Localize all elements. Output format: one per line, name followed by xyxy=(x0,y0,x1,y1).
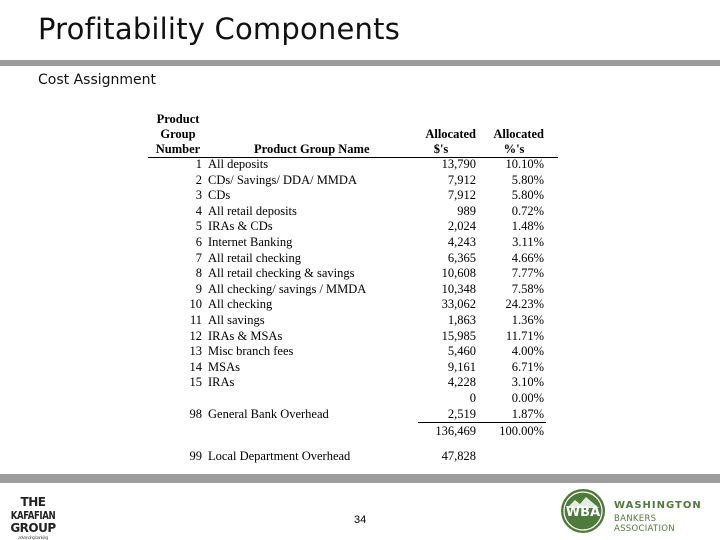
row-name: All savings xyxy=(208,312,265,327)
row-name: MSAs xyxy=(208,359,240,374)
table-row xyxy=(148,407,558,423)
row-number: 10 xyxy=(189,297,202,312)
row-dollars: 7,912 xyxy=(447,188,476,203)
table-row xyxy=(148,219,558,235)
row-number: 8 xyxy=(195,266,202,281)
header-allocated-percent: Allocated %'s xyxy=(493,127,544,156)
cost-assignment-table xyxy=(148,113,558,464)
row-name: Misc branch fees xyxy=(208,344,294,359)
row-dollars: 10,608 xyxy=(441,266,476,281)
row-number: 14 xyxy=(189,359,202,374)
row-name: General Bank Overhead xyxy=(208,406,329,421)
row-percent: 24.23% xyxy=(505,297,544,312)
row-percent: 10.10% xyxy=(505,157,544,171)
row-dollars: 15,985 xyxy=(441,328,476,343)
table-row xyxy=(148,173,558,189)
row-percent: 11.71% xyxy=(505,328,544,343)
table-row xyxy=(148,188,558,204)
header-product-group-name: Product Group Name xyxy=(254,142,370,156)
slide-subtitle: Cost Assignment xyxy=(38,72,157,88)
table-row xyxy=(148,375,558,391)
header-allocated-dollars: Allocated $'s xyxy=(425,127,476,156)
row-number: 9 xyxy=(195,281,202,296)
local-overhead-row xyxy=(148,449,558,465)
row-number: 4 xyxy=(195,203,202,218)
footer-divider-bar xyxy=(0,474,720,483)
table-row xyxy=(148,313,558,329)
row-name: CDs xyxy=(208,188,231,203)
table-row xyxy=(148,204,558,220)
local-dollars: 47,828 xyxy=(441,448,476,463)
row-dollars: 2,519 xyxy=(447,406,476,421)
row-number: 2 xyxy=(195,172,202,187)
local-name: Local Department Overhead xyxy=(208,448,351,463)
row-name: IRAs & CDs xyxy=(208,219,273,234)
row-number: 7 xyxy=(195,250,202,265)
title-divider-bar xyxy=(0,60,720,66)
table-row xyxy=(148,235,558,251)
row-number: 12 xyxy=(189,328,202,343)
row-number: 3 xyxy=(195,188,202,203)
table-row xyxy=(148,282,558,298)
row-number: 98 xyxy=(189,406,202,421)
table-body xyxy=(148,157,558,422)
row-percent: 1.87% xyxy=(511,406,544,421)
row-name: All retail checking & savings xyxy=(208,266,355,281)
row-percent: 5.80% xyxy=(511,172,544,187)
row-name: CDs/ Savings/ DDA/ MMDA xyxy=(208,172,357,187)
row-percent: 1.36% xyxy=(511,312,544,327)
row-dollars: 4,228 xyxy=(447,375,476,390)
table-row xyxy=(148,297,558,313)
table-row xyxy=(148,391,558,407)
wba-line1: WASHINGTON xyxy=(614,500,702,511)
wba-mark-text: WBA xyxy=(565,505,601,520)
row-name: IRAs & MSAs xyxy=(208,328,283,343)
total-percent: 100.00% xyxy=(499,424,544,439)
row-percent: 3.11% xyxy=(512,234,544,249)
row-name: Internet Banking xyxy=(208,234,293,249)
row-number: 15 xyxy=(189,375,202,390)
row-dollars: 0 xyxy=(469,390,476,405)
table-header xyxy=(148,113,558,157)
row-percent: 0.00% xyxy=(511,390,544,405)
row-dollars: 1,863 xyxy=(447,312,476,327)
row-number: 5 xyxy=(195,219,202,234)
row-number: 1 xyxy=(195,157,202,171)
wba-line2: BANKERS ASSOCIATION xyxy=(614,514,675,534)
row-percent: 5.80% xyxy=(511,188,544,203)
table-row xyxy=(148,157,558,173)
local-number: 99 xyxy=(189,448,202,463)
row-dollars: 13,790 xyxy=(441,157,476,171)
row-dollars: 10,348 xyxy=(441,281,476,296)
table-row xyxy=(148,266,558,282)
table-row xyxy=(148,344,558,360)
table-row xyxy=(148,329,558,345)
row-percent: 3.10% xyxy=(511,375,544,390)
kafafian-group-logo: THE KAFAFIAN GROUP advancing banking xyxy=(10,495,56,540)
row-number: 13 xyxy=(189,344,202,359)
row-name: All checking/ savings / MMDA xyxy=(208,281,367,296)
row-percent: 1.48% xyxy=(511,219,544,234)
row-dollars: 7,912 xyxy=(447,172,476,187)
row-dollars: 2,024 xyxy=(447,219,476,234)
total-row xyxy=(148,424,558,440)
row-dollars: 989 xyxy=(457,203,476,218)
row-dollars: 4,243 xyxy=(447,234,476,249)
page-number: 34 xyxy=(354,514,367,526)
row-name: All retail deposits xyxy=(208,203,297,218)
header-product-group-number: Product Group Number xyxy=(155,112,201,156)
row-percent: 7.58% xyxy=(511,281,544,296)
row-percent: 7.77% xyxy=(511,266,544,281)
row-percent: 6.71% xyxy=(511,359,544,374)
row-dollars: 9,161 xyxy=(447,359,476,374)
table-row xyxy=(148,360,558,376)
row-percent: 4.00% xyxy=(511,344,544,359)
row-number: 11 xyxy=(189,312,202,327)
row-name: All retail checking xyxy=(208,250,302,265)
row-dollars: 6,365 xyxy=(447,250,476,265)
row-dollars: 33,062 xyxy=(441,297,476,312)
total-dollars: 136,469 xyxy=(435,424,476,439)
total-rule xyxy=(418,422,546,423)
row-percent: 0.72% xyxy=(511,203,544,218)
wba-logo xyxy=(560,488,718,534)
row-name: All deposits xyxy=(208,157,269,171)
row-dollars: 5,460 xyxy=(447,344,476,359)
table-row xyxy=(148,251,558,267)
row-percent: 4.66% xyxy=(511,250,544,265)
row-name: All checking xyxy=(208,297,273,312)
slide-title: Profitability Components xyxy=(38,12,401,46)
row-name: IRAs xyxy=(208,375,235,390)
row-number: 6 xyxy=(195,234,202,249)
